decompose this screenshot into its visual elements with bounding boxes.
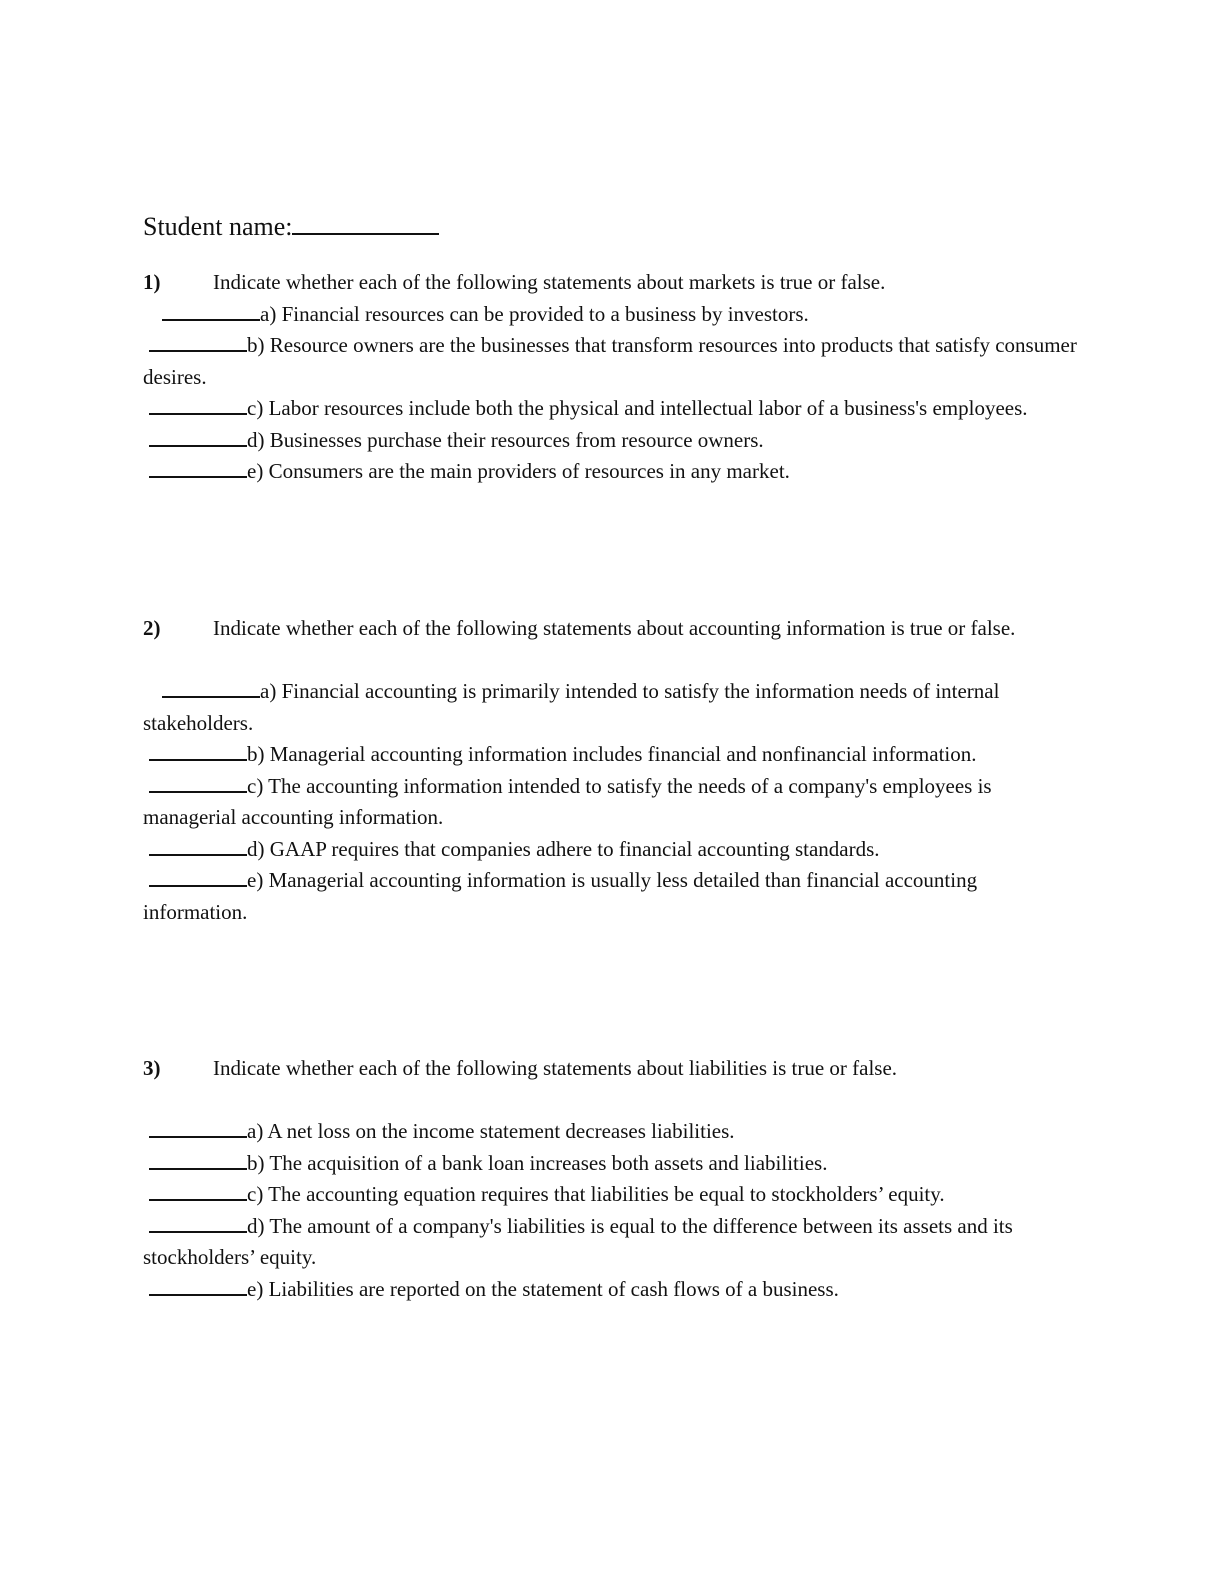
question-2-item-e xyxy=(143,865,1083,928)
question-prompt: Indicate whether each of the following statements about liabilities is true or false. xyxy=(213,1056,898,1080)
question-2-item-b xyxy=(143,739,1083,771)
item-text: a) A net loss on the income statement decreases liabilities. xyxy=(247,1119,735,1143)
answer-blank[interactable] xyxy=(149,1278,247,1296)
answer-blank[interactable] xyxy=(149,397,247,415)
question-3-item-d xyxy=(143,1211,1083,1274)
answer-blank[interactable] xyxy=(149,838,247,856)
question-1-heading xyxy=(143,267,1083,299)
answer-blank[interactable] xyxy=(149,1152,247,1170)
item-text: d) Businesses purchase their resources from resource owners. xyxy=(247,427,764,452)
answer-blank[interactable] xyxy=(149,460,247,478)
question-3-item-e xyxy=(143,1274,1083,1306)
answer-blank[interactable] xyxy=(149,775,247,793)
question-3-item-b xyxy=(143,1148,1083,1180)
item-text: e) Liabilities are reported on the statement of cash flows of a business. xyxy=(247,1276,839,1301)
item-text: b) The acquisition of a bank loan increases both assets and liabilities. xyxy=(247,1150,828,1175)
question-number: 3) xyxy=(143,1056,161,1080)
answer-blank[interactable] xyxy=(149,334,247,352)
item-text: b) Managerial accounting information includes financial and nonfinancial information. xyxy=(247,742,977,766)
question-prompt: Indicate whether each of the following statements about markets is true or false. xyxy=(213,270,886,294)
answer-blank[interactable] xyxy=(149,743,247,761)
item-text: e) Managerial accounting information is usually less detailed than financial accounting information. xyxy=(143,868,978,924)
answer-blank[interactable] xyxy=(149,1215,247,1233)
answer-blank[interactable] xyxy=(149,429,247,447)
answer-blank[interactable] xyxy=(149,1183,247,1201)
item-text: a) Financial resources can be provided to a business by investors. xyxy=(260,301,809,326)
question-number: 2) xyxy=(143,616,161,640)
item-text: d) GAAP requires that companies adhere to financial accounting standards. xyxy=(247,836,880,861)
question-3-item-c xyxy=(143,1179,1083,1211)
question-1-item-a xyxy=(143,299,1083,331)
item-text: c) Labor resources include both the physical and intellectual labor of a business's employees. xyxy=(247,396,1028,420)
question-3 xyxy=(143,1053,1083,1305)
student-name-line xyxy=(143,210,439,244)
question-2 xyxy=(143,613,1083,928)
item-text: d) The amount of a company's liabilities is equal to the difference between its assets and its stockholders’ equity. xyxy=(143,1213,1013,1269)
question-1-item-d xyxy=(143,425,1083,457)
item-text: b) Resource owners are the businesses that transform resources into products that satisfy consumer desires. xyxy=(143,333,1077,389)
question-number: 1) xyxy=(143,270,161,294)
item-text: e) Consumers are the main providers of resources in any market. xyxy=(247,459,790,483)
item-text: c) The accounting information intended to satisfy the needs of a company's employees is managerial accounting information. xyxy=(143,773,992,829)
question-3-item-a xyxy=(143,1116,1083,1148)
item-text: c) The accounting equation requires that liabilities be equal to stockholders’ equity. xyxy=(247,1182,945,1206)
question-1-item-c xyxy=(143,393,1083,425)
question-1-item-e xyxy=(143,456,1083,488)
question-prompt: Indicate whether each of the following statements about accounting information is true or false. xyxy=(213,616,1016,640)
question-1-item-b xyxy=(143,330,1083,393)
question-3-heading xyxy=(143,1053,1083,1085)
question-2-heading xyxy=(143,613,1083,645)
student-name-blank[interactable] xyxy=(292,211,439,235)
question-2-item-a xyxy=(143,676,1083,739)
answer-blank[interactable] xyxy=(162,680,260,698)
question-1 xyxy=(143,267,1083,488)
answer-blank[interactable] xyxy=(149,869,247,887)
student-name-label: Student name: xyxy=(143,212,293,241)
question-2-item-c xyxy=(143,771,1083,834)
item-text: a) Financial accounting is primarily intended to satisfy the information needs of internal stakeholders. xyxy=(143,679,1000,735)
question-2-item-d xyxy=(143,834,1083,866)
answer-blank[interactable] xyxy=(149,1120,247,1138)
answer-blank[interactable] xyxy=(162,303,260,321)
